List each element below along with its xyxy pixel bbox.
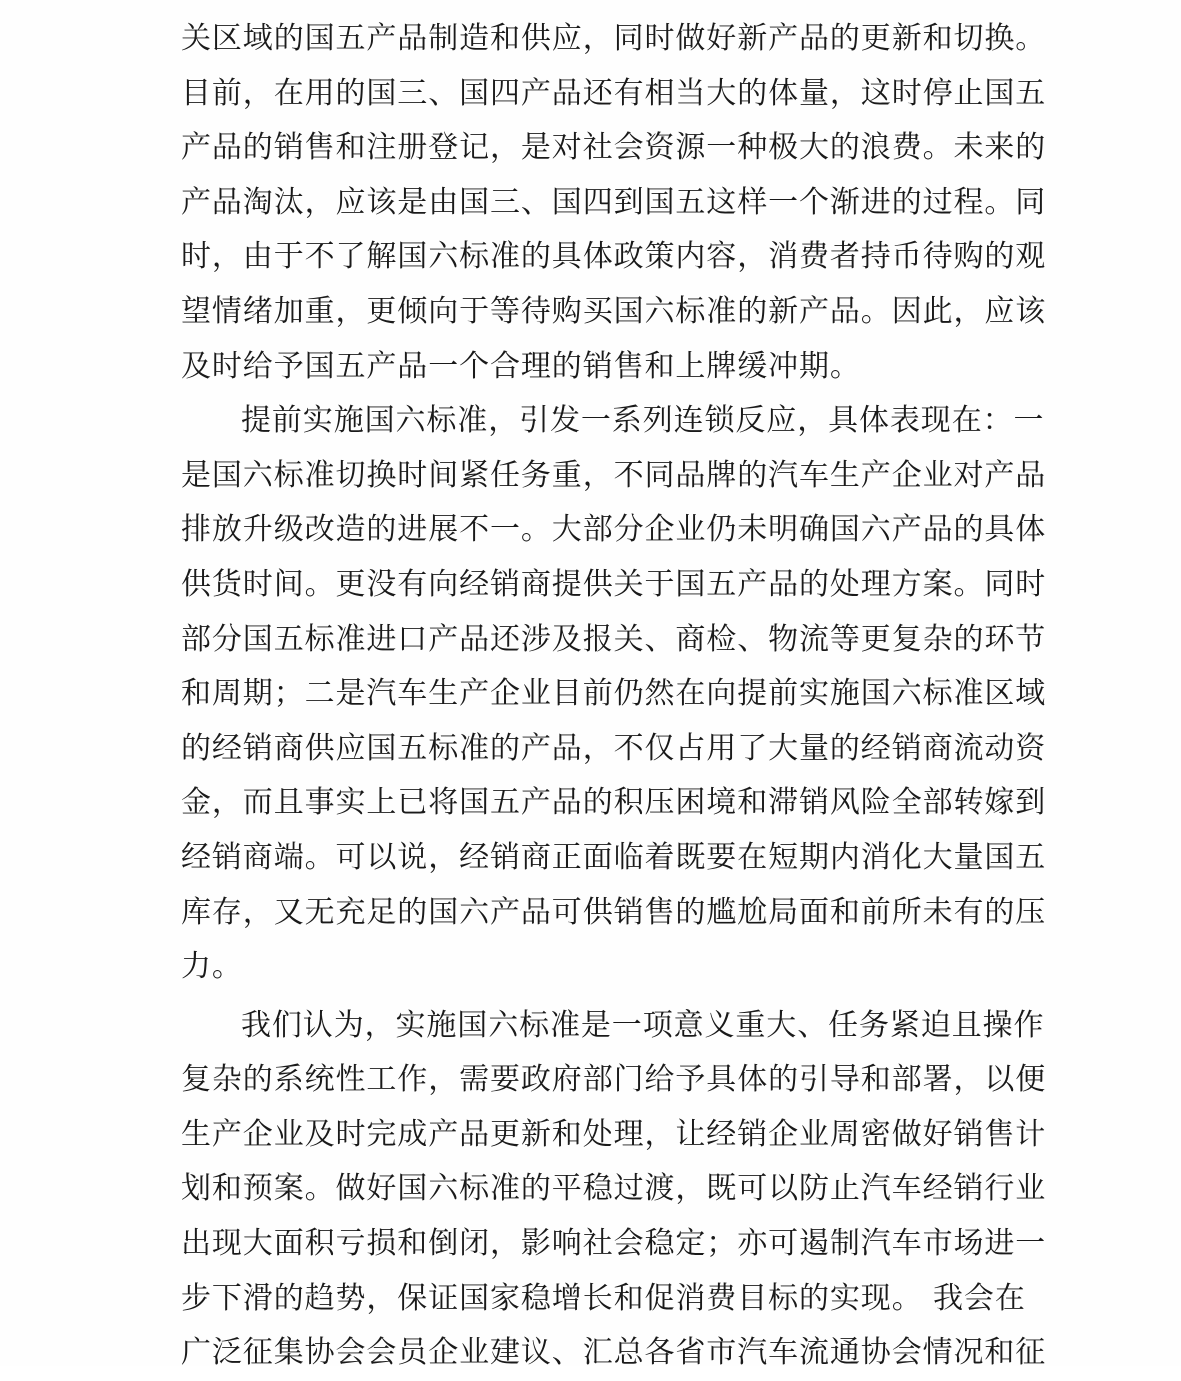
paragraph-start-line: 我们认为，实施国六标准是一项意义重大、任务紧迫且操作 xyxy=(241,1007,1045,1043)
text-line: 金，而且事实上已将国五产品的积压困境和滞销风险全部转嫁到 xyxy=(181,785,1047,821)
text-line: 产品淘汰，应该是由国三、国四到国五这样一个渐进的过程。同 xyxy=(181,184,1047,220)
text-line: 是国六标准切换时间紧任务重，不同品牌的汽车生产企业对产品 xyxy=(181,457,1047,493)
text-line: 时，由于不了解国六标准的具体政策内容，消费者持币待购的观 xyxy=(181,239,1047,275)
text-line: 划和预案。做好国六标准的平稳过渡，既可以防止汽车经销行业 xyxy=(181,1171,1047,1207)
paragraph-start-line: 提前实施国六标准，引发一系列连锁反应，具体表现在：一 xyxy=(241,403,1045,439)
text-line: 广泛征集协会会员企业建议、汇总各省市汽车流通协会情况和征 xyxy=(181,1335,1047,1371)
text-line: 生产企业及时完成产品更新和处理，让经销企业周密做好销售计 xyxy=(181,1116,1047,1152)
text-line: 和周期；二是汽车生产企业目前仍然在向提前实施国六标准区域 xyxy=(181,676,1047,712)
text-line: 关区域的国五产品制造和供应，同时做好新产品的更新和切换。 xyxy=(181,21,1047,56)
text-line: 排放升级改造的进展不一。大部分企业仍未明确国六产品的具体 xyxy=(181,512,1047,548)
text-line: 步下滑的趋势，保证国家稳增长和促消费目标的实现。 我会在 xyxy=(181,1280,1026,1316)
text-line: 力。 xyxy=(181,949,243,985)
text-line: 经销商端。可以说，经销商正面临着既要在短期内消化大量国五 xyxy=(181,839,1047,875)
text-line: 目前，在用的国三、国四产品还有相当大的体量，这时停止国五 xyxy=(181,75,1047,111)
text-line: 库存，又无充足的国六产品可供销售的尴尬局面和前所未有的压 xyxy=(181,894,1047,930)
text-line: 出现大面积亏损和倒闭，影响社会稳定；亦可遏制汽车市场进一 xyxy=(181,1226,1047,1262)
text-line: 复杂的系统性工作，需要政府部门给予具体的引导和部署，以便 xyxy=(181,1062,1047,1098)
text-line: 部分国五标准进口产品还涉及报关、商检、物流等更复杂的环节 xyxy=(181,621,1047,657)
text-line: 望情绪加重，更倾向于等待购买国六标准的新产品。因此，应该 xyxy=(181,293,1047,329)
document-body xyxy=(181,12,1047,1381)
text-line: 产品的销售和注册登记，是对社会资源一种极大的浪费。未来的 xyxy=(181,130,1047,166)
text-line: 及时给予国五产品一个合理的销售和上牌缓冲期。 xyxy=(181,348,861,384)
text-line: 供货时间。更没有向经销商提供关于国五产品的处理方案。同时 xyxy=(181,566,1047,602)
text-line: 的经销商供应国五标准的产品，不仅占用了大量的经销商流动资 xyxy=(181,730,1047,766)
